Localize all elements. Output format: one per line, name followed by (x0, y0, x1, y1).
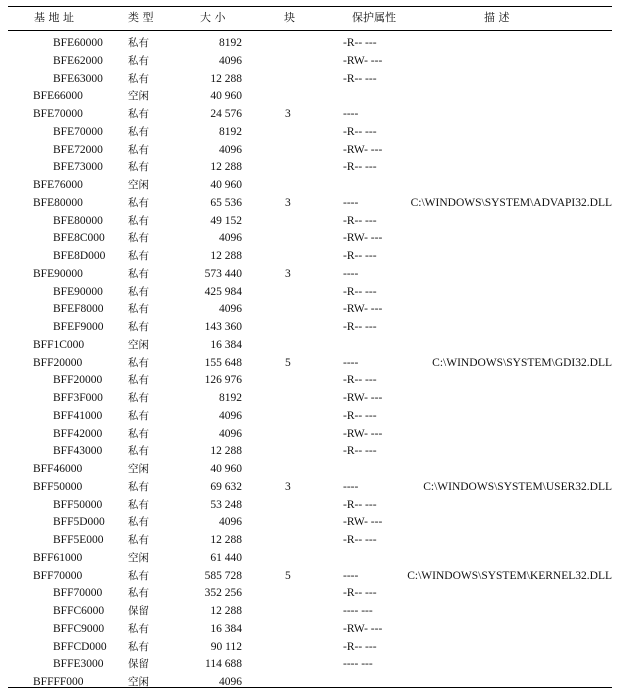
cell-protection: ---- (343, 480, 359, 493)
header-size: 大 小 (200, 11, 226, 24)
cell-type: 私有 (128, 480, 149, 493)
cell-blocks: 3 (285, 196, 291, 209)
table-row (0, 266, 619, 284)
table-row (0, 514, 619, 532)
table-row (0, 106, 619, 124)
cell-size: 12 288 (210, 72, 242, 85)
cell-protection: -R-- --- (343, 125, 377, 138)
cell-size: 24 576 (210, 108, 242, 120)
cell-protection: ---- --- (343, 658, 373, 671)
cell-blocks: 5 (285, 569, 291, 582)
header-base-address: 基 地 址 (34, 11, 74, 24)
cell-protection: -R-- --- (343, 640, 377, 653)
cell-type: 保留 (128, 605, 149, 617)
table-row (0, 532, 619, 550)
cell-base-address: BFF50000 (53, 498, 103, 511)
cell-type: 保留 (128, 658, 149, 671)
cell-size: 12 288 (210, 445, 242, 458)
table-header (0, 10, 619, 26)
cell-base-address: BFE63000 (53, 72, 103, 85)
cell-description: C:\WINDOWS\SYSTEM\KERNEL32.DLL (407, 569, 612, 582)
table-row (0, 301, 619, 319)
table-row (0, 142, 619, 160)
cell-size: 4096 (219, 303, 242, 316)
table-row (0, 177, 619, 195)
cell-type: 私有 (128, 143, 149, 156)
cell-type: 私有 (128, 445, 149, 458)
table-row (0, 124, 619, 142)
cell-base-address: BFE90000 (33, 267, 83, 280)
cell-base-address: BFE90000 (53, 285, 103, 298)
cell-size: 69 632 (210, 480, 242, 493)
cell-base-address: BFE80000 (33, 196, 83, 209)
header-blocks: 块 (284, 11, 295, 24)
cell-size: 4096 (219, 232, 242, 245)
header-description: 描 述 (484, 11, 510, 24)
cell-base-address: BFF46000 (33, 463, 83, 475)
cell-protection: -R-- --- (343, 250, 377, 262)
cell-type: 私有 (128, 267, 149, 280)
cell-protection: ---- --- (343, 605, 373, 617)
cell-type: 私有 (128, 374, 149, 387)
cell-type: 私有 (128, 392, 149, 404)
cell-size: 4096 (219, 143, 242, 156)
cell-type: 空闲 (128, 338, 149, 351)
cell-base-address: BFF3F000 (53, 392, 103, 404)
cell-base-address: BFF20000 (33, 356, 83, 369)
cell-size: 155 648 (204, 356, 242, 369)
cell-protection: -R-- --- (343, 587, 377, 600)
table-row (0, 461, 619, 479)
cell-protection: -R-- --- (343, 409, 377, 422)
cell-base-address: BFF43000 (53, 445, 103, 458)
cell-protection: -R-- --- (343, 214, 377, 227)
cell-type: 私有 (128, 534, 149, 546)
cell-base-address: BFE72000 (53, 143, 103, 156)
cell-base-address: BFFE3000 (53, 658, 104, 671)
cell-base-address: BFFC6000 (53, 605, 105, 617)
cell-type: 私有 (128, 196, 149, 209)
cell-protection: -R-- --- (343, 37, 377, 49)
cell-type: 私有 (128, 587, 149, 600)
cell-type: 私有 (128, 214, 149, 227)
table-row (0, 230, 619, 248)
cell-protection: -R-- --- (343, 72, 377, 85)
table-bottom-rule (8, 687, 612, 688)
cell-blocks: 3 (285, 480, 291, 493)
cell-protection: -R-- --- (343, 498, 377, 511)
cell-size: 61 440 (210, 551, 242, 564)
table-row (0, 248, 619, 266)
cell-type: 私有 (128, 161, 149, 174)
cell-type: 私有 (128, 569, 149, 582)
cell-protection: -R-- --- (343, 161, 377, 174)
cell-protection: -RW- --- (343, 516, 383, 529)
cell-size: 40 960 (210, 90, 242, 103)
cell-blocks: 3 (285, 267, 291, 280)
cell-base-address: BFF1C000 (33, 338, 85, 351)
cell-size: 4096 (219, 516, 242, 529)
cell-size: 4096 (219, 676, 242, 688)
table-row (0, 35, 619, 53)
cell-type: 私有 (128, 108, 149, 120)
cell-description: C:\WINDOWS\SYSTEM\GDI32.DLL (432, 356, 612, 369)
cell-type: 私有 (128, 303, 149, 316)
cell-type: 空闲 (128, 463, 149, 475)
cell-description: C:\WINDOWS\SYSTEM\USER32.DLL (423, 480, 612, 493)
cell-size: 12 288 (210, 605, 242, 617)
cell-base-address: BFE8D000 (53, 250, 106, 262)
cell-protection: -R-- --- (343, 321, 377, 333)
table-row (0, 372, 619, 390)
cell-base-address: BFFFF000 (33, 676, 84, 688)
cell-base-address: BFF50000 (33, 480, 83, 493)
table-row (0, 674, 619, 692)
cell-type: 私有 (128, 427, 149, 440)
cell-base-address: BFE66000 (33, 90, 83, 103)
cell-size: 143 360 (204, 321, 242, 333)
table-row (0, 213, 619, 231)
cell-base-address: BFE8C000 (53, 232, 105, 245)
cell-type: 私有 (128, 285, 149, 298)
cell-base-address: BFFC9000 (53, 622, 105, 635)
cell-type: 私有 (128, 516, 149, 529)
table-row (0, 550, 619, 568)
cell-base-address: BFE60000 (53, 37, 103, 49)
cell-blocks: 3 (285, 108, 291, 120)
cell-type: 私有 (128, 250, 149, 262)
cell-size: 425 984 (204, 285, 242, 298)
header-protection: 保护属性 (352, 11, 396, 24)
cell-type: 私有 (128, 498, 149, 511)
cell-protection: ---- (343, 108, 359, 120)
cell-size: 16 384 (210, 338, 242, 351)
cell-protection: -RW- --- (343, 143, 383, 156)
table-row (0, 443, 619, 461)
cell-base-address: BFF70000 (33, 569, 83, 582)
header-rule (8, 30, 612, 31)
cell-type: 私有 (128, 321, 149, 333)
cell-protection: -R-- --- (343, 534, 377, 546)
table-row (0, 319, 619, 337)
cell-type: 私有 (128, 125, 149, 138)
cell-base-address: BFF70000 (53, 587, 103, 600)
cell-type: 私有 (128, 622, 149, 635)
cell-base-address: BFE73000 (53, 161, 103, 174)
cell-base-address: BFF5D000 (53, 516, 105, 529)
cell-size: 573 440 (204, 267, 242, 280)
cell-size: 4096 (219, 409, 242, 422)
cell-protection: ---- (343, 569, 359, 582)
cell-base-address: BFE70000 (33, 108, 83, 120)
table-row (0, 479, 619, 497)
table-top-rule (8, 6, 612, 7)
cell-size: 4096 (219, 54, 242, 67)
table-row (0, 337, 619, 355)
cell-type: 空闲 (128, 90, 149, 103)
cell-type: 私有 (128, 72, 149, 85)
cell-type: 私有 (128, 640, 149, 653)
cell-size: 8192 (219, 392, 242, 404)
cell-base-address: BFF5E000 (53, 534, 104, 546)
cell-size: 8192 (219, 37, 242, 49)
cell-size: 12 288 (210, 161, 242, 174)
cell-protection: -RW- --- (343, 303, 383, 316)
cell-type: 私有 (128, 409, 149, 422)
table-row (0, 656, 619, 674)
table-row (0, 621, 619, 639)
cell-base-address: BFFCD000 (53, 640, 107, 653)
cell-protection: -RW- --- (343, 54, 383, 67)
cell-blocks: 5 (285, 356, 291, 369)
cell-protection: -R-- --- (343, 374, 377, 387)
cell-description: C:\WINDOWS\SYSTEM\ADVAPI32.DLL (410, 196, 612, 209)
table-row (0, 408, 619, 426)
table-row (0, 568, 619, 586)
header-type: 类 型 (128, 11, 154, 24)
table-row (0, 585, 619, 603)
cell-type: 私有 (128, 54, 149, 67)
cell-size: 49 152 (210, 214, 242, 227)
cell-size: 65 536 (210, 196, 242, 209)
cell-size: 8192 (219, 125, 242, 138)
table-row (0, 71, 619, 89)
cell-base-address: BFF41000 (53, 409, 103, 422)
table-row (0, 284, 619, 302)
cell-size: 352 256 (204, 587, 242, 600)
cell-size: 4096 (219, 427, 242, 440)
cell-type: 空闲 (128, 551, 149, 564)
cell-type: 空闲 (128, 179, 149, 191)
cell-size: 40 960 (210, 463, 242, 475)
cell-type: 私有 (128, 232, 149, 245)
cell-base-address: BFF42000 (53, 427, 103, 440)
cell-protection: ---- (343, 356, 359, 369)
cell-protection: -R-- --- (343, 445, 377, 458)
cell-size: 53 248 (210, 498, 242, 511)
cell-protection: ---- (343, 267, 359, 280)
table-row (0, 426, 619, 444)
cell-base-address: BFF61000 (33, 551, 83, 564)
cell-size: 114 688 (205, 658, 242, 671)
cell-protection: -RW- --- (343, 232, 383, 245)
cell-size: 90 112 (210, 640, 242, 653)
cell-protection: -R-- --- (343, 285, 377, 298)
cell-size: 12 288 (210, 534, 242, 546)
cell-type: 空闲 (128, 676, 149, 688)
cell-protection: ---- (343, 196, 359, 209)
cell-size: 126 976 (204, 374, 242, 387)
cell-size: 16 384 (210, 622, 242, 635)
table-row (0, 88, 619, 106)
table-row (0, 195, 619, 213)
cell-base-address: BFE76000 (33, 179, 83, 191)
cell-size: 585 728 (204, 569, 242, 582)
table-row (0, 390, 619, 408)
table-row (0, 53, 619, 71)
cell-protection: -RW- --- (343, 392, 383, 404)
table-row (0, 603, 619, 621)
cell-base-address: BFF20000 (53, 374, 103, 387)
cell-base-address: BFEF9000 (53, 321, 104, 333)
cell-type: 私有 (128, 37, 149, 49)
cell-protection: -RW- --- (343, 622, 383, 635)
table-row (0, 639, 619, 657)
cell-size: 40 960 (210, 179, 242, 191)
cell-type: 私有 (128, 356, 149, 369)
cell-base-address: BFEF8000 (53, 303, 104, 316)
table-row (0, 355, 619, 373)
table-row (0, 159, 619, 177)
table-row (0, 497, 619, 515)
cell-base-address: BFE70000 (53, 125, 103, 138)
cell-base-address: BFE62000 (53, 54, 103, 67)
cell-base-address: BFE80000 (53, 214, 103, 227)
cell-size: 12 288 (210, 250, 242, 262)
cell-protection: -RW- --- (343, 427, 383, 440)
